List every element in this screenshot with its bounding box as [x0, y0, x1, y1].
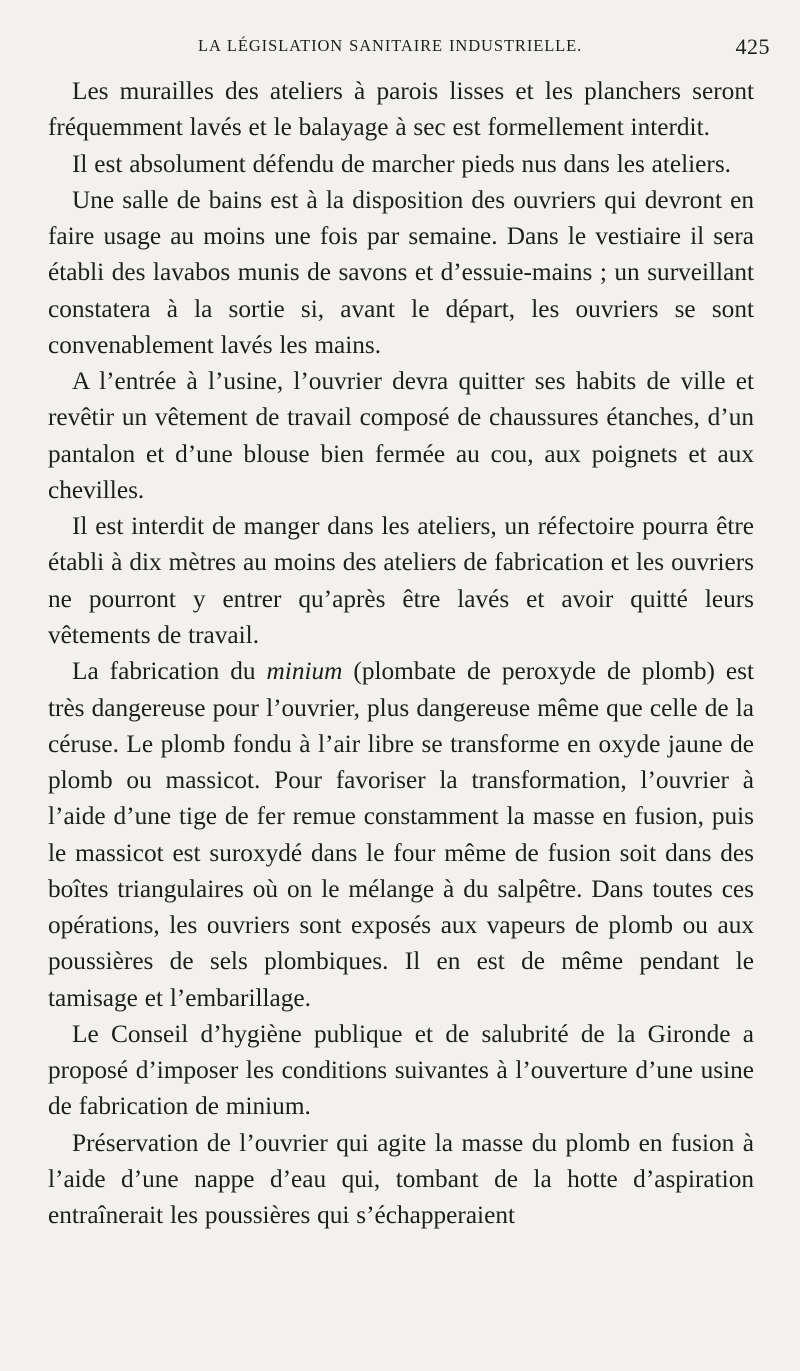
emphasized-term: minium [266, 657, 343, 686]
paragraph-bathroom: Une salle de bains est à la disposition des ouvriers qui devront en faire usage au moins une fois par semaine. Dans le vestiaire il sera établi des lavabos munis de savons et d’essuie-mains ; un surveillant constatera à la sortie si, avant le départ, les ouvriers se sont convenablement lavés les mains. [48, 185, 754, 359]
paragraph-gironde-council: Le Conseil d’hygiène publique et de salubrité de la Gironde a proposé d’imposer les conditions suivantes à l’ouverture d’une usine de fabrication de minium. [48, 1019, 754, 1121]
paragraph-refectory: Il est interdit de manger dans les ateliers, un réfectoire pourra être établi à dix mètres au moins des ateliers de fabrication et les ouvriers ne pourront y entrer qu’après être lavés et avoir quitté leurs vêtements de travail. [48, 512, 754, 649]
running-head: LA LÉGISLATION SANITAIRE INDUSTRIELLE. [198, 36, 583, 55]
page-header [48, 36, 770, 60]
paragraph-work-clothing: A l’entrée à l’usine, l’ouvrier devra quitter ses habits de ville et revêtir un vêtement de travail composé de chaussures étanches, d’un pantalon et d’une blouse bien fermée au cou, aux poignets et aux chevilles. [48, 367, 754, 504]
paragraph-washing-floors: Les murailles des ateliers à parois lisses et les planchers seront fréquemment lavés et le balayage à sec est formellement interdit. [48, 77, 754, 142]
paragraph-minium-fabrication [48, 653, 754, 1016]
paragraph-text-before: La fabrication du [72, 657, 267, 686]
body-text [48, 73, 754, 1234]
paragraph-bare-feet: Il est absolument défendu de marcher pieds nus dans les ateliers. [72, 149, 732, 178]
paragraph-text-after: (plombate de peroxyde de plomb) est très dangereuse pour l’ouvrier, plus dangereuse même que celle de la céruse. Le plomb fondu à l’air libre se transforme en oxyde jaune de plomb ou massicot. Pour favoriser la transformation, l’ouvrier à l’aide d’une tige de fer remue constamment la masse en fusion, puis le massicot est suroxydé dans le four même de fusion soit dans des boîtes triangulaires où on le mélange à du salpêtre. Dans toutes ces opérations, les ouvriers sont exposés aux vapeurs de plomb ou aux poussières de sels plombiques. Il en est de même pendant le tamisage et l’embarillage. [48, 657, 755, 1012]
page-number: 425 [735, 34, 770, 59]
paragraph-worker-preservation: Préservation de l’ouvrier qui agite la masse du plomb en fusion à l’aide d’une nappe d’eau qui, tombant de la hotte d’aspiration entraînerait les poussières qui s’échapperaient [48, 1128, 754, 1230]
